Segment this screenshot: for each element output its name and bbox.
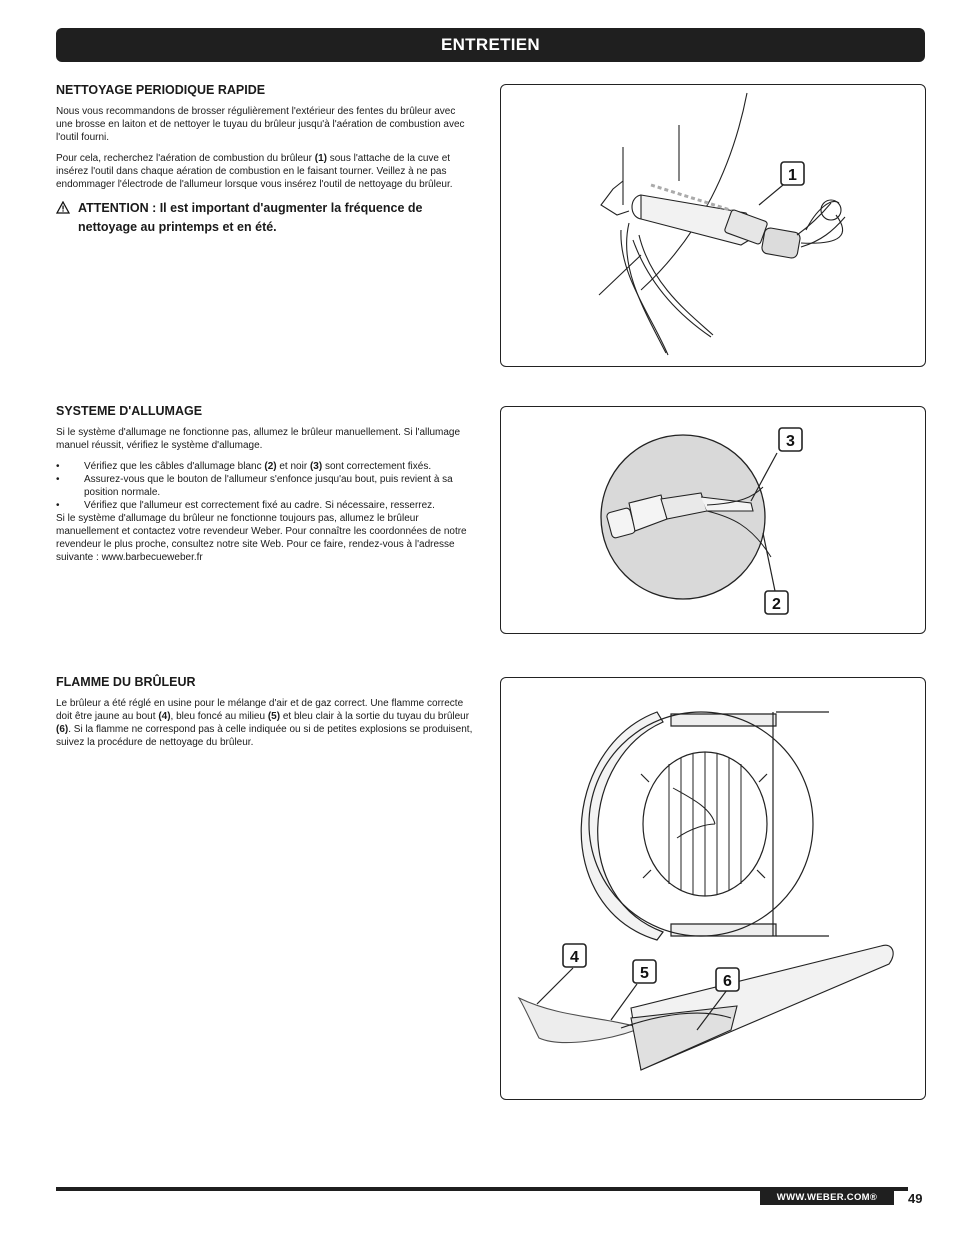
callout-label-1: 1: [788, 167, 797, 184]
burner-tube-illustration: [501, 85, 925, 366]
bullet: •: [56, 500, 60, 511]
list-item: [56, 460, 474, 473]
text-run: Vérifiez que les câbles d'allumage blanc: [84, 461, 265, 472]
text-run: Assurez-vous que le bouton de l'allumeur s'enfonce jusqu'au bout, puis revient à sa position normale.: [84, 474, 453, 498]
callout-leader: [759, 185, 783, 205]
bullet: •: [56, 474, 60, 485]
figure-burner-flame: [500, 677, 926, 1100]
text-run: et bleu clair à la sortie du tuyau du brûleur: [280, 711, 470, 722]
callout-label-6: 6: [723, 973, 732, 990]
text-run: et noir: [276, 461, 310, 472]
section-allumage: [56, 404, 474, 572]
callout-label-5: 5: [640, 965, 649, 982]
paragraph: [56, 697, 474, 749]
paragraph: Si le système d'allumage du brûleur ne fonctionne toujours pas, allumez le brûleur manuellement et contactez votre revendeur Weber. Pour connaître les coordonnées de notre revendeur le plus proche, consultez notre site Web. Pour ce faire, rendez-vous à l'adresse suivante : www.barbecueweber.fr: [56, 513, 467, 563]
callout-label-2: 2: [772, 596, 781, 613]
figure-burner-cleaning: [500, 84, 926, 367]
page-title: ENTRETIEN: [440, 35, 541, 54]
text-run: . Si la flamme ne correspond pas à celle indiquée ou si de petites explosions se produisent, suivez la procédure de nettoyage du brûleur.: [56, 724, 473, 748]
header-bar: [56, 28, 925, 62]
section-title: SYSTEME D'ALLUMAGE: [56, 404, 203, 418]
section-title: NETTOYAGE PERIODIQUE RAPIDE: [56, 83, 266, 97]
figure-ignition: [500, 406, 926, 634]
callout-ref: (4): [158, 711, 171, 722]
callout-label-3: 3: [786, 433, 795, 450]
warning-triangle-icon: [56, 201, 72, 237]
warning-note: [56, 199, 474, 237]
burner-flame-illustration: [501, 678, 925, 1099]
page-number: 49: [908, 1191, 923, 1206]
section-nettoyage: [56, 83, 474, 237]
section-flamme: [56, 675, 474, 757]
callout-ref: (6): [56, 724, 69, 735]
list-item: [56, 499, 474, 512]
paragraph: [56, 152, 474, 191]
callout-ref: (1): [314, 153, 327, 164]
callout-leader: [537, 968, 573, 1004]
text-run: Pour cela, recherchez l'aération de combustion du brûleur: [56, 153, 315, 164]
text-run: , bleu foncé au milieu: [170, 711, 268, 722]
callout-ref: (2): [264, 461, 277, 472]
callout-ref: (5): [267, 711, 281, 722]
paragraph: Nous vous recommandons de brosser régulièrement l'extérieur des fentes du brûleur avec une brosse en laiton et de nettoyer le tuyau du brûleur jusqu'à l'aération de combustion avec l'outil fourni.: [56, 106, 465, 143]
bullet: •: [56, 461, 60, 472]
section-title: FLAMME DU BRÛLEUR: [56, 675, 196, 689]
bullet-list: [56, 460, 474, 512]
text-run: Le brûleur a été réglé en usine pour le mélange d'air et de gaz correct. Une flamme correcte doit être jaune au bout: [56, 698, 464, 722]
warning-text: ATTENTION : Il est important d'augmenter la fréquence de nettoyage au printemps et en été.: [78, 201, 423, 234]
text-run: Vérifiez que l'allumeur est correctement fixé au cadre. Si nécessaire, resserrez.: [84, 500, 435, 511]
callout-leader: [763, 533, 775, 591]
text-run: sont correctement fixés.: [322, 461, 432, 472]
footer-url: WWW.WEBER.COM®: [776, 1191, 878, 1203]
footer-url-box: [760, 1189, 894, 1205]
callout-label-4: 4: [570, 949, 579, 966]
list-item: [56, 473, 474, 499]
text-run: sous l'attache de la cuve et insérez l'outil dans chaque aération de combustion en le faisant tourner. Veillez à ne pas endommager l'électrode de l'allumeur lorsque vous insérez l'outil de nettoyage du brûleur.: [56, 153, 453, 190]
igniter-illustration: [501, 407, 925, 633]
paragraph: Si le système d'allumage ne fonctionne pas, allumez le brûleur manuellement. Si l'allumage manuel réussit, vérifiez le système d'allumage.: [56, 427, 461, 451]
callout-ref: (3): [309, 461, 323, 472]
